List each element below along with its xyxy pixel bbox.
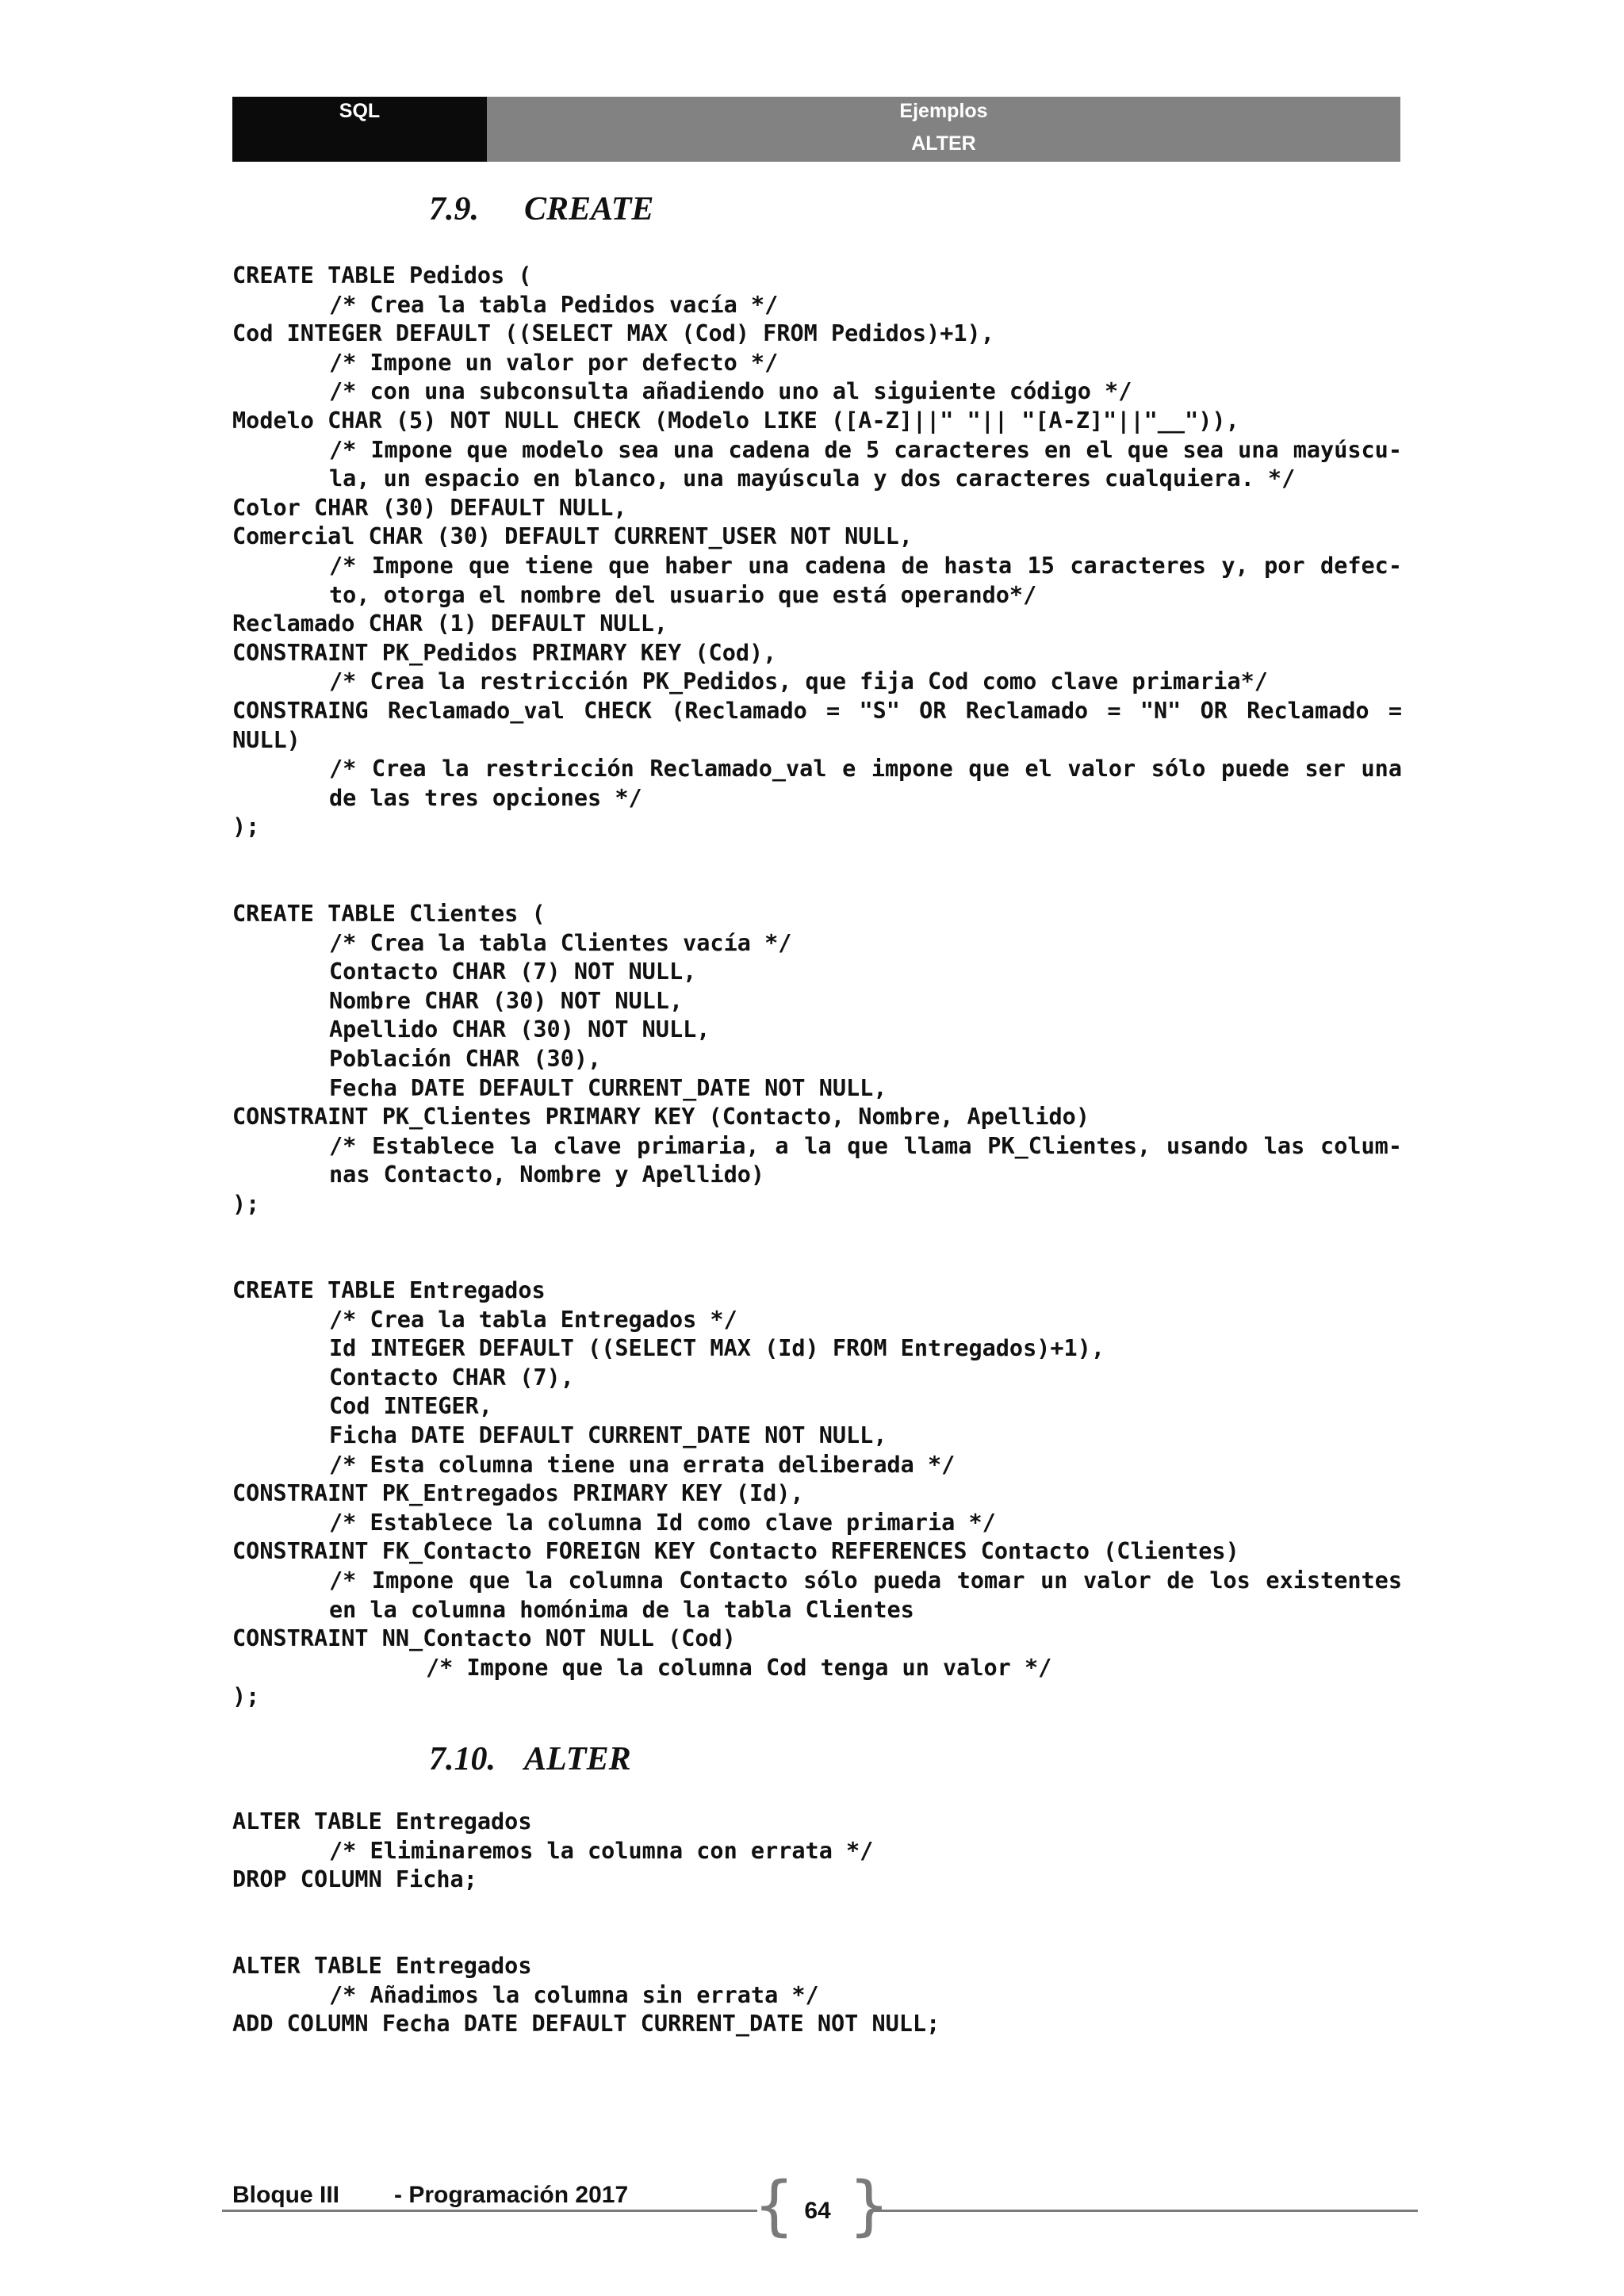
code-line: CONSTRAING Reclamado_val CHECK (Reclamado = "S" OR Reclamado = "N" OR Reclamado = [232, 697, 1402, 724]
code-line: ); [232, 1683, 260, 1710]
code-line: Ficha DATE DEFAULT CURRENT_DATE NOT NULL, [329, 1422, 887, 1448]
section-number: 7.10. [429, 1741, 496, 1777]
section-title: ALTER [524, 1741, 631, 1777]
code-comment: to, otorga el nombre del usuario que está operando*/ [329, 581, 1037, 608]
code-comment: /* Eliminaremos la columna con errata */ [329, 1837, 874, 1864]
code-line: ALTER TABLE Entregados [232, 1808, 532, 1835]
header-right-tab [487, 97, 1400, 162]
code-block-entregados [232, 1276, 1402, 1712]
code-line: Contacto CHAR (7) NOT NULL, [329, 959, 697, 985]
code-comment: la, un espacio en blanco, una mayúscula y dos caracteres cualquiera. */ [329, 465, 1296, 492]
code-comment: nas Contacto, Nombre y Apellido) [329, 1161, 765, 1188]
footer-rule-left [222, 2210, 757, 2212]
section-number: 7.9. [429, 191, 479, 228]
left-brace-icon: { [753, 2168, 795, 2244]
code-line: CONSTRAINT PK_Pedidos PRIMARY KEY (Cod), [232, 639, 777, 666]
code-line: Nombre CHAR (30) NOT NULL, [329, 987, 684, 1014]
code-line: Modelo CHAR (5) NOT NULL CHECK (Modelo LIKE ([A-Z]||" "|| "[A-Z]"||"__")), [232, 407, 1239, 434]
code-line: CREATE TABLE Entregados [232, 1277, 546, 1303]
code-line: Color CHAR (30) DEFAULT NULL, [232, 494, 627, 521]
footer-block: Bloque III [232, 2182, 339, 2208]
code-comment: /* Crea la tabla Clientes vacía */ [329, 929, 792, 956]
section-heading-alter [429, 1740, 631, 1778]
right-brace-icon: } [848, 2168, 891, 2244]
code-block-pedidos [232, 262, 1402, 842]
code-comment: /* Añadimos la columna sin errata */ [329, 1981, 819, 2008]
section-title: CREATE [524, 191, 654, 228]
code-block-alter-drop [232, 1808, 1402, 1895]
code-comment: /* Crea la restricción PK_Pedidos, que fija Cod como clave primaria*/ [329, 668, 1268, 695]
header-right-line1: Ejemplos [899, 100, 988, 122]
code-line: Cod INTEGER, [329, 1393, 492, 1420]
page-number: 64 [804, 2198, 831, 2224]
code-line: NULL) [232, 726, 301, 753]
header-right-line2: ALTER [911, 132, 976, 155]
code-comment: /* Crea la tabla Entregados */ [329, 1306, 737, 1333]
code-line: Comercial CHAR (30) DEFAULT CURRENT_USER NOT NULL, [232, 523, 913, 550]
code-line: CONSTRAINT PK_Clientes PRIMARY KEY (Contacto, Nombre, Apellido) [232, 1104, 1090, 1131]
code-comment: /* Impone que modelo sea una cadena de 5 caracteres en el que sea una mayúscu- [329, 436, 1402, 463]
code-comment: de las tres opciones */ [329, 784, 642, 811]
code-line: CONSTRAINT NN_Contacto NOT NULL (Cod) [232, 1625, 736, 1652]
code-line: CREATE TABLE Clientes ( [232, 901, 546, 927]
section-heading-create [429, 190, 653, 228]
code-comment: /* Crea la tabla Pedidos vacía */ [329, 291, 779, 318]
code-line: DROP COLUMN Ficha; [232, 1866, 477, 1893]
code-line: Apellido CHAR (30) NOT NULL, [329, 1016, 710, 1043]
code-line: ADD COLUMN Fecha DATE DEFAULT CURRENT_DATE NOT NULL; [232, 2011, 940, 2038]
footer-course: - Programación 2017 [394, 2182, 629, 2208]
header-left-label: SQL [339, 100, 381, 122]
code-comment: /* Impone que la columna Contacto sólo pueda tomar un valor de los existentes [329, 1567, 1402, 1594]
code-comment: /* Impone que la columna Cod tenga un valor */ [426, 1654, 1052, 1681]
code-comment: /* Esta columna tiene una errata deliberada */ [329, 1451, 956, 1478]
code-line: CONSTRAINT FK_Contacto FOREIGN KEY Contacto REFERENCES Contacto (Clientes) [232, 1538, 1239, 1565]
code-comment: /* Establece la clave primaria, a la que llama PK_Clientes, usando las colum- [329, 1132, 1402, 1159]
code-comment: /* Impone un valor por defecto */ [329, 349, 779, 376]
code-comment: /* Establece la columna Id como clave primaria */ [329, 1509, 996, 1536]
code-line: ALTER TABLE Entregados [232, 1953, 532, 1979]
code-comment: en la columna homónima de la tabla Clientes [329, 1596, 914, 1623]
footer-rule-right [871, 2210, 1418, 2212]
code-line: ); [232, 813, 260, 840]
code-comment: /* Impone que tiene que haber una cadena de hasta 15 caracteres y, por defec- [329, 552, 1402, 579]
code-comment: /* Crea la restricción Reclamado_val e impone que el valor sólo puede ser una [329, 756, 1402, 783]
code-line: Cod INTEGER DEFAULT ((SELECT MAX (Cod) FROM Pedidos)+1), [232, 320, 994, 347]
header-left-tab [232, 97, 487, 162]
code-line: CONSTRAINT PK_Entregados PRIMARY KEY (Id), [232, 1480, 804, 1507]
code-line: Población CHAR (30), [329, 1045, 602, 1072]
code-line: Fecha DATE DEFAULT CURRENT_DATE NOT NULL, [329, 1074, 887, 1101]
code-block-alter-add [232, 1952, 1402, 2039]
code-line: Contacto CHAR (7), [329, 1364, 574, 1391]
code-line: CREATE TABLE Pedidos ( [232, 262, 532, 289]
code-comment: /* con una subconsulta añadiendo uno al siguiente código */ [329, 378, 1132, 405]
code-line: Reclamado CHAR (1) DEFAULT NULL, [232, 610, 668, 637]
code-block-clientes [232, 900, 1402, 1219]
code-line: Id INTEGER DEFAULT ((SELECT MAX (Id) FROM Entregados)+1), [329, 1335, 1105, 1362]
code-line: ); [232, 1190, 260, 1217]
